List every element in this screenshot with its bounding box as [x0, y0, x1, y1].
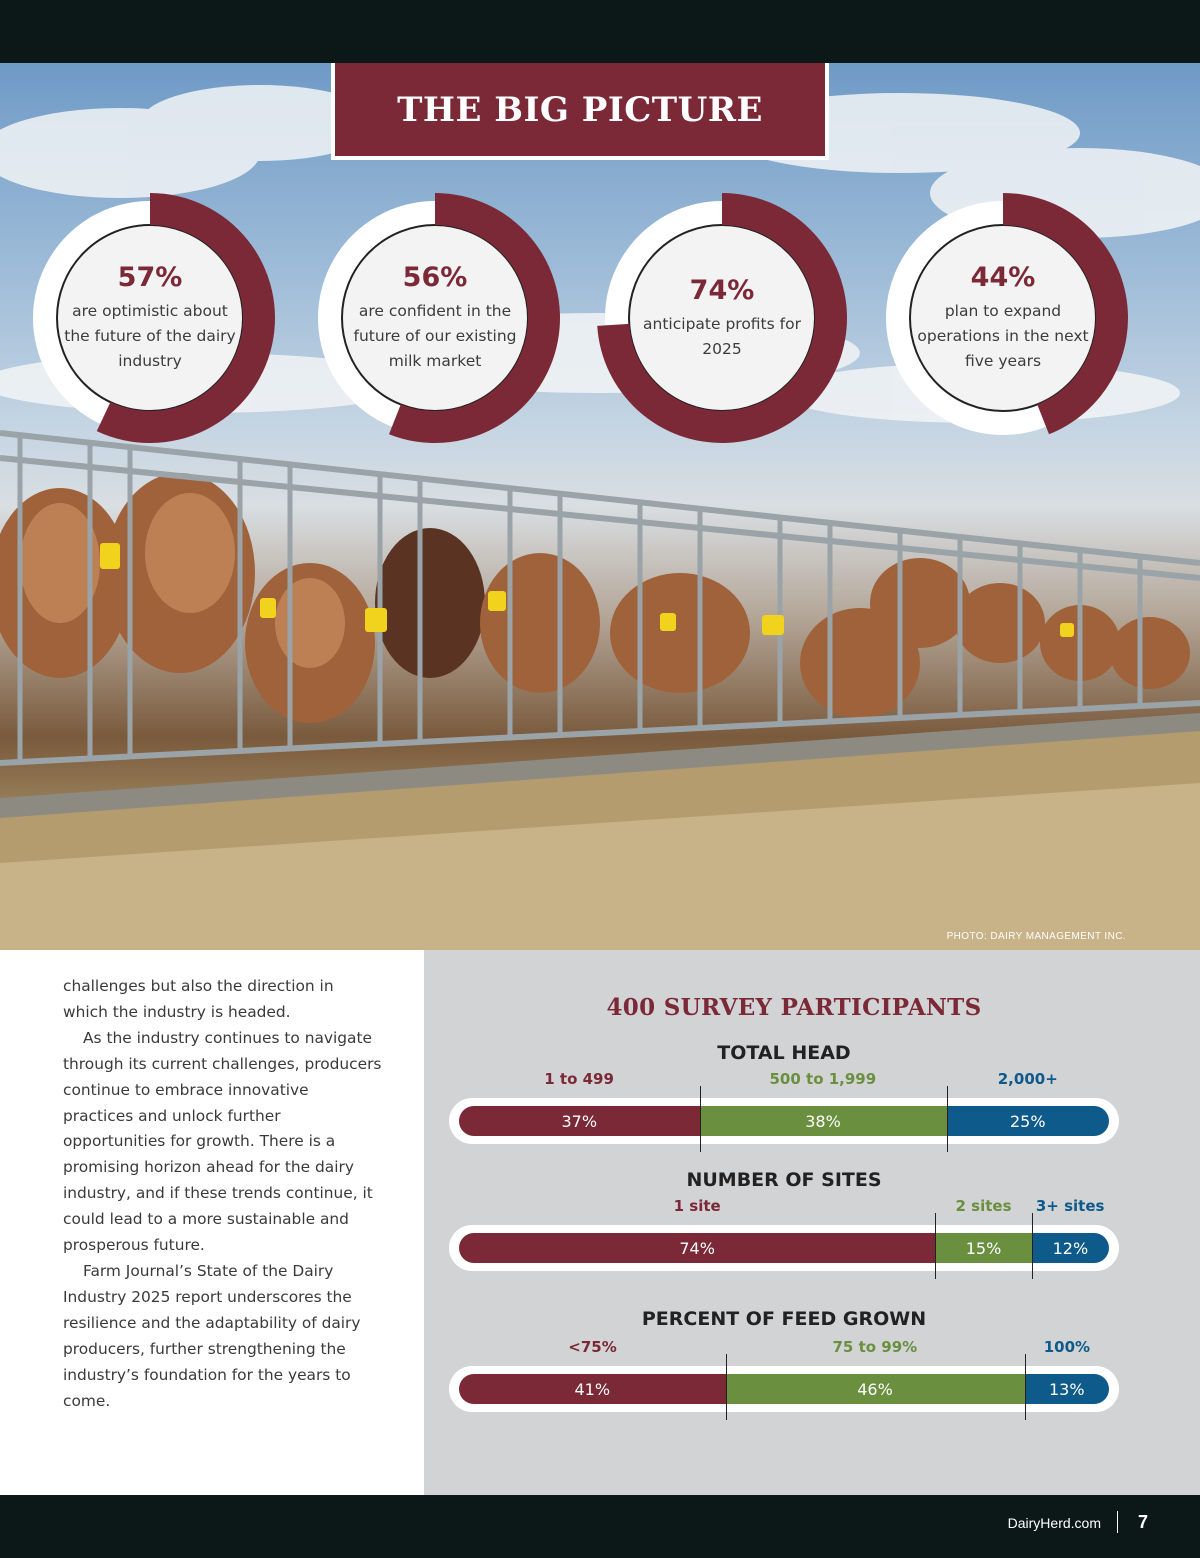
stat-milk-market	[310, 193, 560, 443]
article-column	[0, 950, 424, 1495]
bar-track	[449, 1366, 1119, 1412]
bar-track	[449, 1098, 1119, 1144]
bar-segment: 38%	[700, 1106, 947, 1136]
segment-category-label: 3+ sites	[1035, 1197, 1105, 1215]
top-bar	[0, 0, 1200, 63]
stacked-bar	[459, 1106, 1109, 1136]
stat-description: plan to expand operations in the next five years	[917, 302, 1089, 370]
segment-divider	[935, 1213, 936, 1279]
stat-value: 44%	[970, 262, 1036, 293]
stat-description: anticipate profits for 2025	[643, 314, 801, 358]
segment-category-label: <75%	[568, 1338, 617, 1356]
segment-category-label: 1 site	[673, 1197, 721, 1215]
chart-title: NUMBER OF SITES	[686, 1169, 882, 1191]
bar-track	[449, 1225, 1119, 1271]
title-banner	[331, 63, 829, 160]
segment-divider	[1025, 1354, 1026, 1420]
stat-profits	[597, 193, 847, 443]
segment-category-label: 2,000+	[997, 1070, 1058, 1088]
footer-site: DairyHerd.com	[1007, 1515, 1101, 1531]
article-paragraph: Farm Journal’s State of the Dairy Industry 2025 report underscores the resilience and the adaptability of dairy producers, further strengthening the industry’s foundation for the years to come.	[63, 1261, 361, 1410]
segment-divider	[947, 1086, 948, 1152]
segment-divider	[700, 1086, 701, 1152]
segment-category-label: 75 to 99%	[832, 1338, 918, 1356]
page-number: 7	[1137, 1512, 1148, 1532]
article-paragraph: challenges but also the direction in which the industry is headed.	[63, 977, 334, 1021]
segment-category-label: 500 to 1,999	[769, 1070, 877, 1088]
stat-description: are confident in the future of our existing milk market	[353, 302, 517, 370]
photo-credit: PHOTO: DAIRY MANAGEMENT INC.	[946, 931, 1126, 942]
stat-description: are optimistic about the future of the dairy industry	[64, 302, 236, 370]
survey-panel	[424, 950, 1200, 1495]
stat-expand	[878, 193, 1128, 443]
bar-segment: 46%	[726, 1374, 1025, 1404]
bar-segment: 37%	[459, 1106, 700, 1136]
bar-segment: 13%	[1025, 1374, 1110, 1404]
page-title: THE BIG PICTURE	[397, 89, 763, 130]
survey-title: 400 SURVEY PARTICIPANTS	[606, 994, 982, 1021]
segment-category-label: 1 to 499	[544, 1070, 614, 1088]
footer-divider	[1117, 1511, 1118, 1533]
bar-segment: 15%	[935, 1233, 1032, 1263]
segment-divider	[726, 1354, 727, 1420]
bar-segment: 12%	[1032, 1233, 1109, 1263]
segment-category-label: 2 sites	[955, 1197, 1012, 1215]
chart-title: PERCENT OF FEED GROWN	[641, 1308, 927, 1330]
segment-category-label: 100%	[1043, 1338, 1091, 1356]
footer	[0, 1495, 1200, 1558]
stat-optimistic	[25, 193, 275, 443]
stat-value: 56%	[402, 262, 468, 293]
stat-value: 74%	[689, 274, 755, 306]
stat-value: 57%	[117, 262, 183, 293]
stacked-bar	[459, 1374, 1109, 1404]
article-paragraph: As the industry continues to navigate through its current challenges, producers continue to embrace innovative practices and unlock further opportunities for growth. There is a promising horizon ahead for the dairy industry, and if these trends continue, it could lead to a more sustainable and prosperous future.	[63, 1028, 382, 1255]
bar-segment: 74%	[459, 1233, 935, 1263]
segment-divider	[1032, 1213, 1033, 1279]
stacked-bar	[459, 1233, 1109, 1263]
bar-segment: 41%	[459, 1374, 726, 1404]
bar-segment: 25%	[947, 1106, 1110, 1136]
chart-title: TOTAL HEAD	[717, 1042, 851, 1064]
